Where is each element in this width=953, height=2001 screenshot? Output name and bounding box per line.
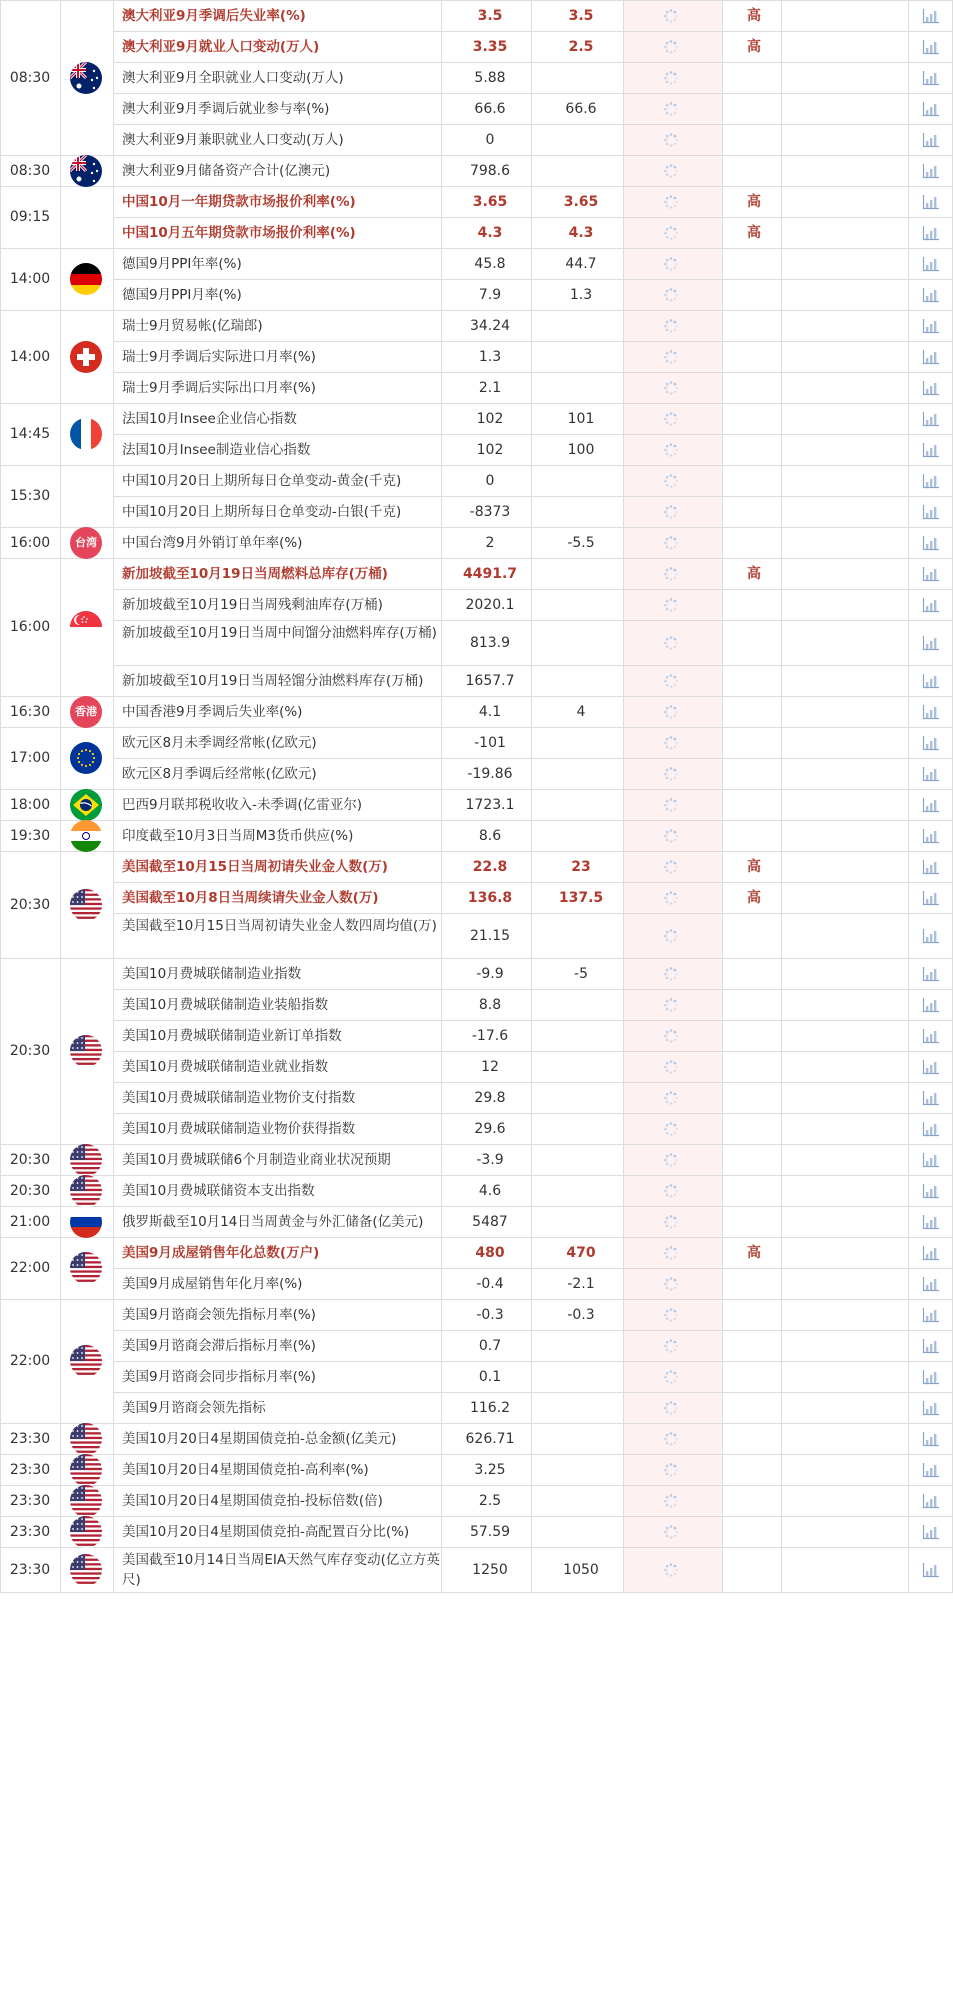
event-name: 瑞士9月季调后实际进口月率(%) [122,348,316,365]
event-name: 瑞士9月季调后实际出口月率(%) [122,379,316,396]
actual-value: 12 [481,1058,499,1075]
event-name: 新加坡截至10月19日当周中间馏分油燃料库存(万桶) [122,624,437,641]
usa-flag-icon [70,1035,102,1067]
bar-chart-icon[interactable] [922,101,940,117]
importance-label: 高 [747,7,761,24]
spinner-icon [663,1183,679,1199]
event-name: 美国9月谘商会领先指标月率(%) [122,1306,316,1323]
bar-chart-icon[interactable] [922,225,940,241]
event-name: 澳大利亚9月全职就业人口变动(万人) [122,69,344,86]
forecast-value: 1050 [563,1561,599,1578]
actual-value: 3.25 [474,1461,506,1478]
importance-label: 高 [747,565,761,582]
bar-chart-icon[interactable] [922,859,940,875]
event-name: 俄罗斯截至10月14日当周黄金与外汇储备(亿美元) [122,1213,424,1230]
switzerland-flag-icon [70,341,102,373]
actual-value: 798.6 [469,162,511,179]
actual-value: 0 [485,131,495,148]
actual-value: 0.7 [478,1337,502,1354]
bar-chart-icon[interactable] [922,966,940,982]
event-name: 印度截至10月3日当周M3货币供应(%) [122,827,354,844]
bar-chart-icon[interactable] [922,256,940,272]
bar-chart-icon[interactable] [922,442,940,458]
event-name: 美国截至10月15日当周初请失业金人数四周均值(万) [122,917,437,934]
actual-value: 0.1 [478,1368,502,1385]
forecast-value: -5.5 [567,534,595,551]
taiwan-badge-icon [70,527,102,559]
actual-value: 102 [476,410,504,427]
event-name: 法国10月Insee企业信心指数 [122,410,297,427]
spinner-icon [663,635,679,651]
event-time: 14:00 [9,348,51,365]
forecast-value: 101 [567,410,595,427]
actual-value: 116.2 [469,1399,511,1416]
event-time: 14:45 [9,426,51,442]
spinner-icon [663,704,679,720]
spinner-icon [663,597,679,613]
event-name: 美国10月20日4星期国债竞拍-高配置百分比(%) [122,1523,410,1540]
bar-chart-icon[interactable] [922,597,940,613]
usa-flag-icon [70,1554,102,1586]
actual-value: 1.3 [478,348,502,365]
importance-label: 高 [747,858,761,875]
actual-value: -0.4 [476,1275,504,1292]
event-time: 23:30 [9,1461,51,1478]
actual-value: 5487 [472,1213,508,1230]
spinner-icon [663,673,679,689]
event-name: 美国10月20日4星期国债竞拍-投标倍数(倍) [122,1492,383,1509]
spinner-icon [663,1400,679,1416]
bar-chart-icon[interactable] [922,1369,940,1385]
actual-value: 4.1 [478,703,502,720]
forecast-value: 4.3 [568,224,594,241]
event-name: 巴西9月联邦税收收入-未季调(亿雷亚尔) [122,796,362,813]
bar-chart-icon[interactable] [922,704,940,720]
event-time: 22:00 [9,1353,51,1369]
usa-flag-icon [70,1144,102,1176]
bar-chart-icon[interactable] [922,1090,940,1106]
spinner-icon [663,1493,679,1509]
bar-chart-icon[interactable] [922,766,940,782]
event-time: 08:30 [9,162,51,179]
forecast-value: 100 [567,441,595,458]
event-name: 澳大利亚9月季调后失业率(%) [122,7,306,24]
spinner-icon [663,1059,679,1075]
spinner-icon [663,132,679,148]
event-name: 中国10月一年期贷款市场报价利率(%) [122,193,356,210]
event-name: 中国台湾9月外销订单年率(%) [122,534,303,551]
usa-flag-icon [70,1485,102,1517]
bar-chart-icon[interactable] [922,473,940,489]
bar-chart-icon[interactable] [922,194,940,210]
actual-value: 8.8 [478,996,502,1013]
singapore-flag-icon [70,611,102,643]
spinner-icon [663,1524,679,1540]
event-name: 德国9月PPI月率(%) [122,286,242,303]
bar-chart-icon[interactable] [922,635,940,651]
event-name: 新加坡截至10月19日当周轻馏分油燃料库存(万桶) [122,672,424,689]
spinner-icon [663,504,679,520]
spinner-icon [663,70,679,86]
spinner-icon [663,1245,679,1261]
event-name: 美国截至10月14日当周EIA天然气库存变动(亿立方英尺) [122,1551,440,1588]
event-name: 美国10月费城联储制造业新订单指数 [122,1027,342,1044]
region-badge-label: 香港 [75,704,97,718]
event-name: 美国9月谘商会滞后指标月率(%) [122,1337,316,1354]
actual-value: 136.8 [467,889,513,906]
forecast-value: 1.3 [569,286,593,303]
spinner-icon [663,997,679,1013]
event-name: 美国9月成屋销售年化总数(万户) [122,1244,320,1261]
actual-value: 2.5 [478,1492,502,1509]
event-name: 法国10月Insee制造业信心指数 [122,441,311,458]
bar-chart-icon[interactable] [922,1028,940,1044]
actual-value: 0 [485,472,495,489]
event-name: 中国香港9月季调后失业率(%) [122,703,303,720]
event-name: 中国10月20日上期所每日仓单变动-黄金(千克) [122,472,402,489]
actual-value: 2.1 [478,379,502,396]
spinner-icon [663,287,679,303]
bar-chart-icon[interactable] [922,1493,940,1509]
bar-chart-icon[interactable] [922,411,940,427]
spinner-icon [663,1090,679,1106]
bar-chart-icon[interactable] [922,535,940,551]
event-time: 18:00 [9,796,51,813]
spinner-icon [663,1338,679,1354]
actual-value: -3.9 [476,1151,504,1168]
bar-chart-icon[interactable] [922,1431,940,1447]
spinner-icon [663,163,679,179]
event-name: 美国10月费城联储6个月制造业商业状况预期 [122,1151,391,1168]
event-name: 澳大利亚9月兼职就业人口变动(万人) [122,131,344,148]
actual-value: -19.86 [467,765,513,782]
event-name: 瑞士9月贸易帐(亿瑞郎) [122,317,263,334]
usa-flag-icon [70,1175,102,1207]
forecast-value: -0.3 [567,1306,595,1323]
event-time: 09:15 [9,209,51,225]
bar-chart-icon[interactable] [922,132,940,148]
actual-value: 3.5 [477,7,503,24]
forecast-value: 66.6 [565,100,597,117]
spinner-icon [663,1028,679,1044]
forecast-value: 44.7 [565,255,597,272]
spinner-icon [663,1562,679,1578]
actual-value: -101 [474,734,506,751]
bar-chart-icon[interactable] [922,39,940,55]
event-time: 17:00 [9,750,51,766]
usa-flag-icon [70,1252,102,1284]
spinner-icon [663,349,679,365]
importance-label: 高 [747,1244,761,1261]
event-name: 美国10月费城联储制造业物价支付指数 [122,1089,356,1106]
actual-value: 57.59 [469,1523,511,1540]
spinner-icon [663,411,679,427]
bar-chart-icon[interactable] [922,890,940,906]
event-name: 美国10月费城联储制造业就业指数 [122,1058,329,1075]
actual-value: 1723.1 [465,796,515,813]
spinner-icon [663,318,679,334]
spinner-icon [663,766,679,782]
actual-value: 4.3 [477,224,503,241]
usa-flag-icon [70,1454,102,1486]
bar-chart-icon[interactable] [922,1338,940,1354]
bar-chart-icon[interactable] [922,1462,940,1478]
hongkong-badge-icon [70,696,102,728]
actual-value: 3.35 [472,38,508,55]
spinner-icon [663,797,679,813]
event-name: 美国10月费城联储制造业装船指数 [122,996,329,1013]
france-flag-icon [70,418,102,450]
event-name: 美国10月费城联储资本支出指数 [122,1182,315,1199]
forecast-value: 4 [576,703,586,720]
actual-value: 102 [476,441,504,458]
event-time: 20:30 [9,1151,51,1168]
bar-chart-icon[interactable] [922,1183,940,1199]
actual-value: 626.71 [465,1430,515,1447]
bar-chart-icon[interactable] [922,1121,940,1137]
bar-chart-icon[interactable] [922,8,940,24]
bar-chart-icon[interactable] [922,928,940,944]
actual-value: 5.88 [474,69,506,86]
event-name: 新加坡截至10月19日当周燃料总库存(万桶) [122,565,388,582]
bar-chart-icon[interactable] [922,163,940,179]
actual-value: 1250 [472,1561,508,1578]
event-name: 德国9月PPI年率(%) [122,255,242,272]
spinner-icon [663,1307,679,1323]
actual-value: 66.6 [474,100,506,117]
actual-value: 29.8 [474,1089,506,1106]
germany-flag-icon [70,263,102,295]
spinner-icon [663,1152,679,1168]
australia-flag-icon [70,62,102,94]
bar-chart-icon[interactable] [922,1276,940,1292]
spinner-icon [663,8,679,24]
actual-value: 4.6 [478,1182,502,1199]
actual-value: 7.9 [478,286,502,303]
bar-chart-icon[interactable] [922,1152,940,1168]
actual-value: 45.8 [474,255,506,272]
spinner-icon [663,256,679,272]
importance-label: 高 [747,889,761,906]
event-name: 美国截至10月15日当周初请失业金人数(万) [122,858,388,875]
event-time: 20:30 [9,1043,51,1059]
event-time: 16:00 [9,619,51,635]
spinner-icon [663,1369,679,1385]
event-name: 中国10月五年期贷款市场报价利率(%) [122,224,356,241]
forecast-value: 23 [571,858,591,875]
spinner-icon [663,566,679,582]
event-name: 美国10月费城联储制造业指数 [122,965,302,982]
event-name: 欧元区8月季调后经常帐(亿欧元) [122,765,317,782]
importance-label: 高 [747,193,761,210]
spinner-icon [663,928,679,944]
bar-chart-icon[interactable] [922,1400,940,1416]
actual-value: 8.6 [478,827,502,844]
event-name: 欧元区8月未季调经常帐(亿欧元) [122,734,317,751]
event-name: 新加坡截至10月19日当周残剩油库存(万桶) [122,596,383,613]
bar-chart-icon[interactable] [922,1245,940,1261]
forecast-value: 3.65 [563,193,599,210]
bar-chart-icon[interactable] [922,828,940,844]
forecast-value: 137.5 [558,889,604,906]
bar-chart-icon[interactable] [922,70,940,86]
event-time: 19:30 [9,827,51,844]
bar-chart-icon[interactable] [922,1059,940,1075]
event-name: 澳大利亚9月储备资产合计(亿澳元) [122,162,331,179]
bar-chart-icon[interactable] [922,1307,940,1323]
event-time: 16:30 [9,703,51,720]
usa-flag-icon [70,1423,102,1455]
event-time: 20:30 [9,1182,51,1199]
actual-value: 4491.7 [462,565,518,582]
event-name: 美国9月谘商会领先指标 [122,1399,266,1416]
actual-value: 3.65 [472,193,508,210]
eu-flag-icon [70,742,102,774]
spinner-icon [663,535,679,551]
event-name: 澳大利亚9月季调后就业参与率(%) [122,100,330,117]
spinner-icon [663,39,679,55]
actual-value: 480 [475,1244,505,1261]
actual-value: 1657.7 [465,672,515,689]
actual-value: -9.9 [476,965,504,982]
event-name: 美国9月成屋销售年化月率(%) [122,1275,303,1292]
event-time: 22:00 [9,1260,51,1276]
spinner-icon [663,859,679,875]
actual-value: 34.24 [469,317,511,334]
actual-value: 2 [485,534,495,551]
event-time: 23:30 [9,1561,51,1578]
spinner-icon [663,225,679,241]
spinner-icon [663,735,679,751]
bar-chart-icon[interactable] [922,504,940,520]
actual-value: 813.9 [469,634,511,651]
actual-value: -8373 [469,503,511,520]
india-flag-icon [70,820,102,852]
spinner-icon [663,442,679,458]
event-time: 14:00 [9,271,51,287]
forecast-value: -5 [574,965,588,982]
bar-chart-icon[interactable] [922,797,940,813]
bar-chart-icon[interactable] [922,287,940,303]
event-name: 美国截至10月8日当周续请失业金人数(万) [122,889,379,906]
spinner-icon [663,828,679,844]
spinner-icon [663,1214,679,1230]
bar-chart-icon[interactable] [922,997,940,1013]
usa-flag-icon [70,1345,102,1377]
actual-value: 22.8 [472,858,508,875]
spinner-icon [663,101,679,117]
actual-value: -17.6 [471,1027,509,1044]
importance-label: 高 [747,38,761,55]
event-time: 21:00 [9,1213,51,1230]
spinner-icon [663,473,679,489]
spinner-icon [663,380,679,396]
bar-chart-icon[interactable] [922,1524,940,1540]
actual-value: 21.15 [469,927,511,944]
bar-chart-icon[interactable] [922,566,940,582]
russia-flag-icon [70,1206,102,1238]
event-time: 08:30 [9,69,51,86]
event-name: 美国10月20日4星期国债竞拍-总金额(亿美元) [122,1430,397,1447]
region-badge-label: 台湾 [75,535,97,549]
forecast-value: 3.5 [568,7,594,24]
spinner-icon [663,1276,679,1292]
spinner-icon [663,1462,679,1478]
event-name: 澳大利亚9月就业人口变动(万人) [122,38,320,55]
bar-chart-icon[interactable] [922,673,940,689]
event-name: 美国10月费城联储制造业物价获得指数 [122,1120,356,1137]
bar-chart-icon[interactable] [922,1562,940,1578]
event-time: 23:30 [9,1430,51,1447]
australia-flag-icon [70,155,102,187]
spinner-icon [663,890,679,906]
event-time: 23:30 [9,1523,51,1540]
spinner-icon [663,966,679,982]
spinner-icon [663,194,679,210]
event-name: 中国10月20日上期所每日仓单变动-白银(千克) [122,503,402,520]
forecast-value: -2.1 [567,1275,595,1292]
actual-value: 2020.1 [465,596,515,613]
bar-chart-icon[interactable] [922,349,940,365]
usa-flag-icon [70,1516,102,1548]
bar-chart-icon[interactable] [922,1214,940,1230]
event-time: 15:30 [9,488,51,504]
bar-chart-icon[interactable] [922,318,940,334]
spinner-icon [663,1431,679,1447]
bar-chart-icon[interactable] [922,735,940,751]
actual-value: -0.3 [476,1306,504,1323]
event-name: 美国10月20日4星期国债竞拍-高利率(%) [122,1461,369,1478]
forecast-value: 470 [566,1244,596,1261]
bar-chart-icon[interactable] [922,380,940,396]
importance-label: 高 [747,224,761,241]
usa-flag-icon [70,889,102,921]
spinner-icon [663,1121,679,1137]
event-time: 16:00 [9,534,51,551]
brazil-flag-icon [70,789,102,821]
forecast-value: 2.5 [568,38,594,55]
event-time: 23:30 [9,1492,51,1509]
actual-value: 29.6 [474,1120,506,1137]
event-time: 20:30 [9,896,51,913]
event-name: 美国9月谘商会同步指标月率(%) [122,1368,316,1385]
